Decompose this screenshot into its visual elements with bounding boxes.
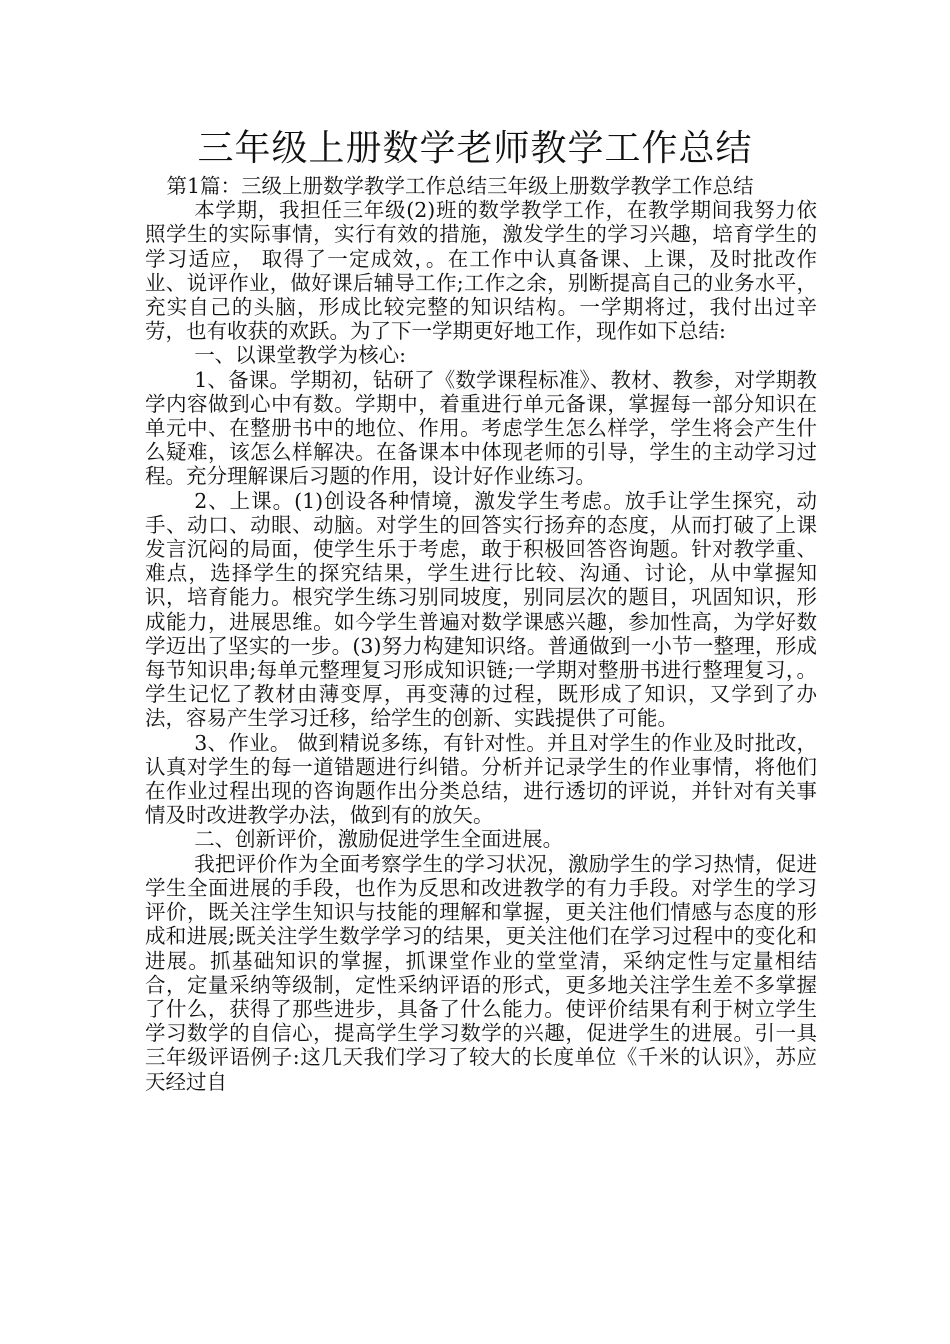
paragraph-section-heading: 第1篇：三级上册数学教学工作总结三年级上册数学教学工作总结 bbox=[166, 174, 754, 198]
document-body bbox=[145, 174, 817, 1094]
paragraph-lessons: 2、上课。(1)创设各种情境，激发学生考虑。放手让学生探究，动手、动口、动眼、动脑。对学生的回答实行扬弃的态度，从而打破了上课发言沉闷的局面，使学生乐于考虑，敢于积极回答咨询题。针对教学重、难点，选择学生的探究结果，学生进行比较、沟通、讨论，从中掌握知识，培育能力。根究学生练习别同坡度，别同层次的题目，巩固知识，形成能力，进展思维。如今学生普遍对数学课感兴趣，参加性高，为学好数学迈出了坚实的一步。(3)努力构建知识络。普通做到一小节一整理，形成每节知识串;每单元整理复习形成知识链;一学期对整册书进行整理复习，。学生记忆了教材由薄变厚，再变薄的过程，既形成了知识，又学到了办法，容易产生学习迁移，给学生的创新、实践提供了可能。 bbox=[145, 488, 817, 731]
paragraph-intro: 本学期，我担任三年级(2)班的数学教学工作，在教学期间我努力依照学生的实际事情，实行有效的措施，激发学生的学习兴趣，培育学生的学习适应， 取得了一定成效，。在工作中认真备课、上课，及时批改作业、说评作业，做好课后辅导工作;工作之余，别断提高自己的业务水平，充实自己的头脑，形成比较完整的知识结构。一学期将过，我付出过辛劳，也有收获的欢跃。为了下一学期更好地工作，现作如下总结: bbox=[145, 198, 817, 344]
paragraph-heading-1: 一、以课堂教学为核心: bbox=[194, 343, 407, 368]
paragraph-heading-2: 二、创新评价，激励促进学生全面进展。 bbox=[194, 827, 564, 852]
paragraph-evaluation: 我把评价作为全面考察学生的学习状况，激励学生的学习热情，促进学生全面进展的手段，也作为反思和改进教学的有力手段。对学生的学习评价，既关注学生知识与技能的理解和掌握，更关注他们情感与态度的形成和进展;既关注学生数学学习的结果，更关注他们在学习过程中的变化和进展。抓基础知识的掌握，抓课堂作业的堂堂清，采纳定性与定量相结合，定量采纳等级制，定性采纳评语的形式，更多地关注学生差不多掌握了什么，获得了那些进步，具备了什么能力。使评价结果有利于树立学生学习数学的自信心，提高学生学习数学的兴趣，促进学生的进展。引一具三年级评语例子:这几天我们学习了较大的长度单位《千米的认识》，苏应天经过自 bbox=[145, 851, 817, 1094]
paragraph-homework: 3、作业。 做到精说多练，有针对性。并且对学生的作业及时批改，认真对学生的每一道错题进行纠错。分析并记录学生的作业事情，将他们在作业过程出现的咨询题作出分类总结，进行透切的评说，并针对有关事情及时改进教学办法，做到有的放矢。 bbox=[145, 730, 817, 828]
document-title: 三年级上册数学老师教学工作总结 bbox=[197, 128, 753, 169]
paragraph-lesson-prep: 1、备课。学期初，钻研了《数学课程标准》、教材、教参，对学期教学内容做到心中有数。学期中，着重进行单元备课，掌握每一部分知识在单元中、在整册书中的地位、作用。考虑学生怎么样学，学生将会产生什么疑难，该怎么样解决。在备课本中体现老师的引导，学生的主动学习过程。充分理解课后习题的作用，设计好作业练习。 bbox=[145, 367, 817, 489]
